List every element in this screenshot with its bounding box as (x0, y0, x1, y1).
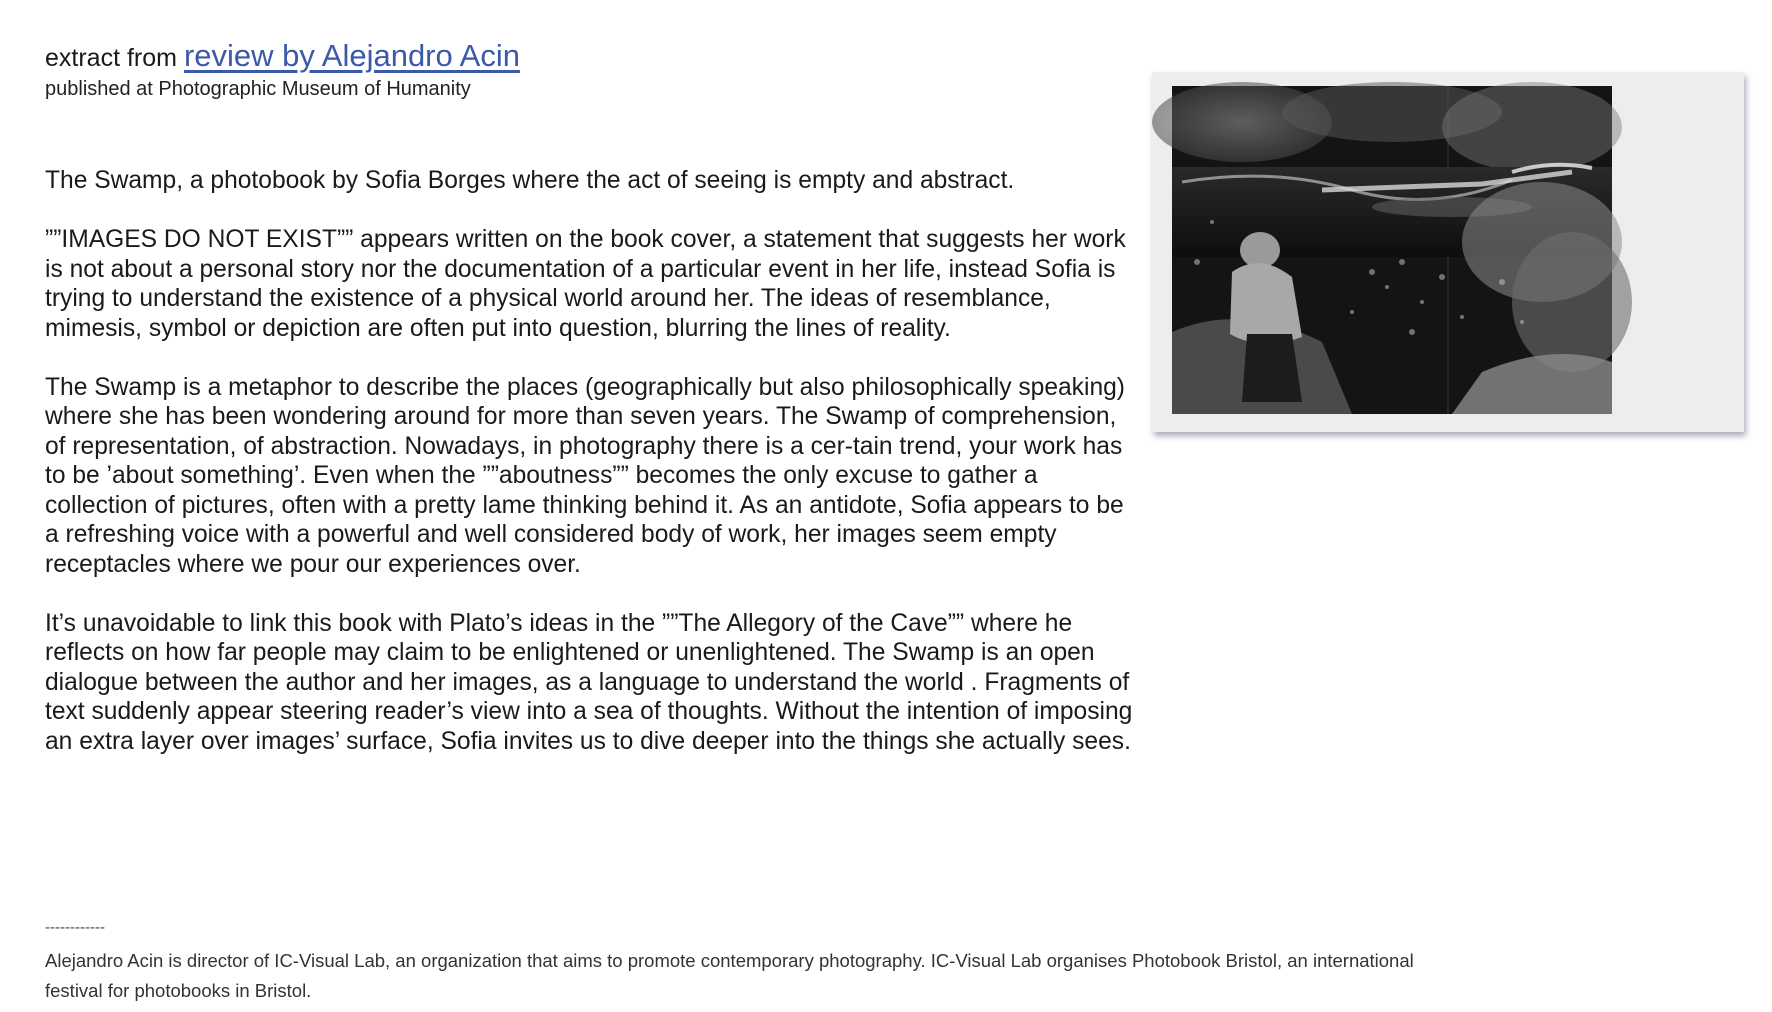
article-paragraph: It’s unavoidable to link this book with Plato’s ideas in the ””The Allegory of the Cave”” where he reflects on how far people may claim to be enlightened or unenlightened. The Swamp is an open dialogue between the author and her images, as a language to understand the world . Fragments of text suddenly appear steering reader’s view into a sea of thoughts. Without the intention of imposing an extra layer over images’ surface, Sofia invites us to dive deeper into the things she actually sees. (45, 609, 1133, 755)
swamp-photo-illustration (1152, 72, 1744, 432)
article-body (45, 166, 1135, 786)
footer-separator: ------------ (45, 919, 105, 936)
extract-prefix: extract from (45, 44, 177, 72)
header (45, 36, 1045, 102)
extract-line (45, 36, 1045, 78)
article-paragraph: The Swamp is a metaphor to describe the places (geographically but also philosophically speaking) where she has been wondering around for more than seven years. The Swamp of comprehension, of representation, of abstraction. Nowadays, in photography there is a cer-tain trend, your work has to be ’about something’. Even when the ””aboutness”” becomes the only excuse to gather a collection of pictures, often with a pretty lame thinking behind it. As an antidote, Sofia appears to be a refreshing voice with a powerful and well considered body of work, her images seem empty receptacles where we pour our experiences over. (45, 373, 1125, 578)
photobook-spread-image (1152, 72, 1744, 432)
published-line: published at Photographic Museum of Humanity (45, 78, 471, 100)
review-link[interactable]: review by Alejandro Acin (183, 38, 520, 73)
article-paragraph: ””IMAGES DO NOT EXIST”” appears written on the book cover, a statement that suggests her work is not about a personal story nor the documentation of a particular event in her life, instead Sofia is trying to understand the existence of a physical world around her. The ideas of resemblance, mimesis, symbol or depiction are often put into question, blurring the lines of reality. (45, 226, 1126, 342)
author-bio: Alejandro Acin is director of IC-Visual Lab, an organization that aims to promote contemporary photography. IC-Visual Lab organises Photobook Bristol, an international festival for photobooks in Bristol. (45, 950, 1414, 1001)
footer (45, 920, 1445, 1006)
article-paragraph: The Swamp, a photobook by Sofia Borges where the act of seeing is empty and abstract. (45, 167, 1015, 194)
